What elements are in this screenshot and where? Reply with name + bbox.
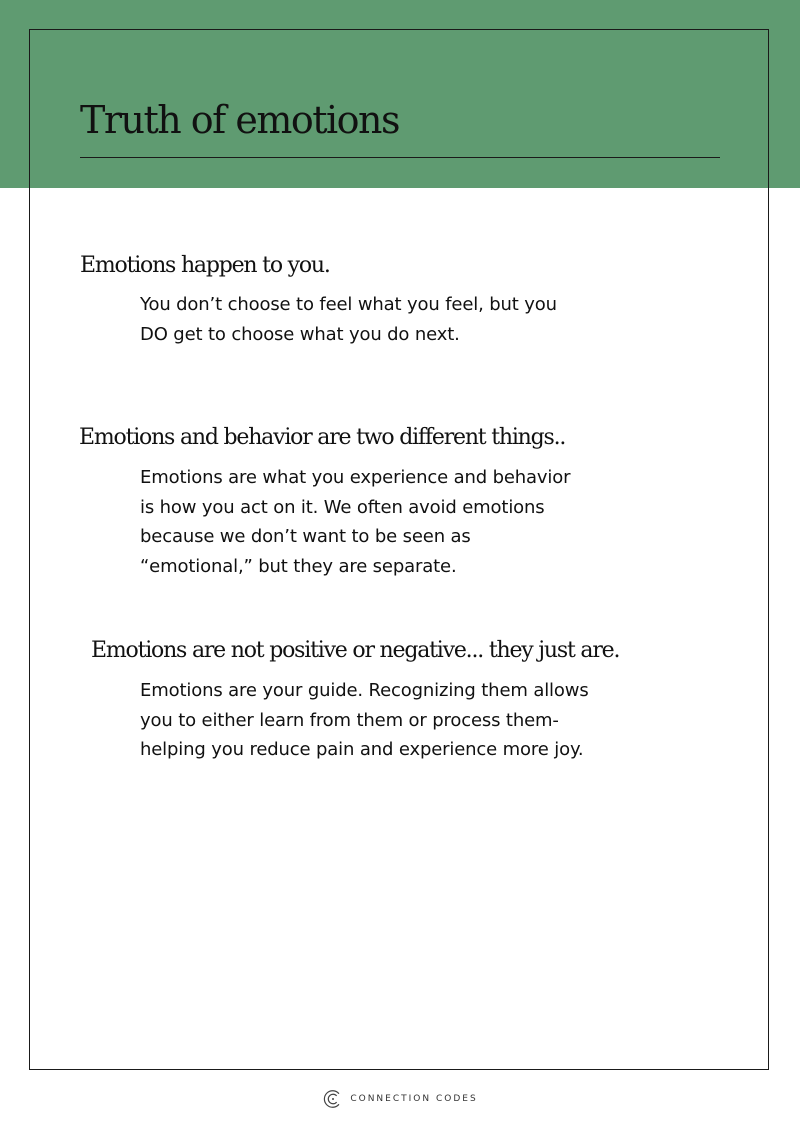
section-body xyxy=(140,290,640,349)
title-divider xyxy=(80,157,720,158)
connection-codes-logo-icon xyxy=(322,1088,344,1110)
footer xyxy=(0,1086,800,1112)
section-heading: Emotions and behavior are two different things.. xyxy=(79,425,566,450)
footer-brand-text: CONNECTION CODES xyxy=(350,1094,478,1104)
section-body xyxy=(140,463,640,581)
section-body xyxy=(140,676,640,765)
section-heading: Emotions are not positive or negative... they just are. xyxy=(91,638,620,663)
body-line: you to either learn from them or process them- xyxy=(140,709,559,731)
page-title: Truth of emotions xyxy=(80,98,400,142)
body-line: You don’t choose to feel what you feel, but you xyxy=(140,294,557,315)
body-line: Emotions are what you experience and behavior xyxy=(140,467,571,488)
section-heading: Emotions happen to you. xyxy=(80,253,330,278)
body-line: because we don’t want to be seen as xyxy=(140,526,471,547)
body-line: DO get to choose what you do next. xyxy=(140,323,460,345)
body-line: is how you act on it. We often avoid emotions xyxy=(140,496,545,518)
body-line: Emotions are your guide. Recognizing them allows xyxy=(140,680,589,701)
body-line: helping you reduce pain and experience more joy. xyxy=(140,739,584,760)
body-line: “emotional,” but they are separate. xyxy=(140,555,457,577)
